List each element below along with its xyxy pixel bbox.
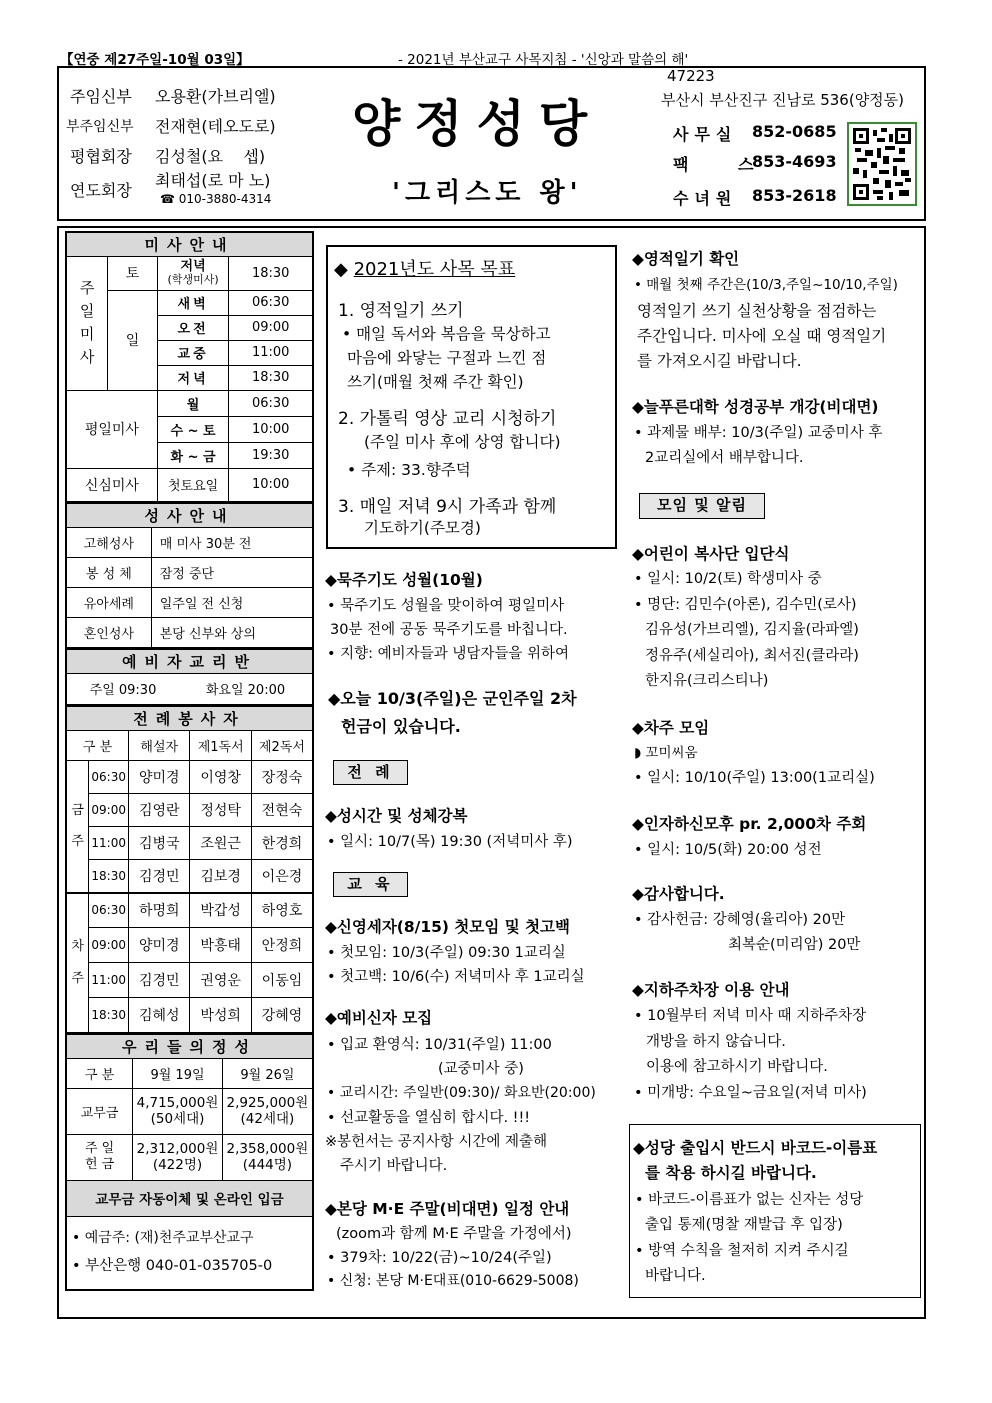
sunday-offering-label: 헌 금 (84, 1157, 115, 1172)
holy-hour-text: • 일시: 10/7(목) 19:30 (저녁미사 후) (327, 834, 573, 850)
military-sunday-notice: 헌금이 있습니다. (341, 717, 461, 736)
liturgy-section-tag: 전 례 (333, 760, 408, 785)
sunday-offering-count: (422명) (152, 1157, 203, 1173)
diary-text: 영적일기 쓰기 실천상황을 점검하는 (637, 302, 877, 320)
weekday-day: 수 ~ 토 (157, 416, 229, 442)
goal-text: • 매일 독서와 복음을 묵상하고 (342, 325, 551, 343)
thanks-text: • 감사헌금: 강혜영(율리아) 20만 (634, 912, 846, 928)
servers-header: 해설자 (129, 731, 190, 761)
this-week-label: 금주 (71, 803, 84, 850)
rosary-month-title: ◆묵주기도 성월(10월) (325, 571, 483, 589)
sun-mass-label: 새벽 (157, 290, 229, 315)
mass-schedule-table (65, 231, 314, 503)
phone-number: 852-0685 (752, 122, 837, 141)
left-column (65, 231, 314, 1291)
gyomu-households: (42세대) (240, 1111, 295, 1127)
thanks-text: 최복순(미리암) 20만 (728, 937, 861, 953)
server-time: 09:00 (89, 928, 129, 963)
recruit-text: • 선교활동을 열심히 합시다. !!! (327, 1110, 531, 1126)
meetings-section-tag: 모임 및 알림 (639, 493, 765, 519)
offering-title: 우리들의정성 (66, 1034, 313, 1058)
entry-notice-text: • 바코드-이름표가 없는 신자는 성당 (635, 1192, 864, 1208)
next-meeting-title: ◆차주 모임 (632, 719, 710, 737)
thanks-title: ◆감사합니다. (632, 885, 725, 903)
gyomu-amount: 4,715,000원 (136, 1094, 219, 1111)
catechumen-title: 예비자교리반 (66, 649, 313, 673)
phone-number: 853-2618 (752, 186, 837, 205)
rosary-text: • 지향: 예비자들과 냉담자들을 위하여 (327, 646, 569, 662)
praesidium-title: ◆인자하신모후 pr. 2,000차 주회 (632, 815, 867, 833)
phone-number: 853-4693 (752, 152, 837, 171)
church-name: 양정성당 (352, 94, 602, 153)
auto-transfer-title: 교무금 자동이체 및 온라인 입금 (66, 1180, 313, 1216)
goal-item: 3. 매일 저녁 9시 가족과 함께 (338, 497, 557, 517)
gyomu-label: 교무금 (66, 1088, 133, 1134)
catechumen-table (65, 649, 314, 707)
server-name: 강혜영 (251, 998, 313, 1033)
issue-label: 【연중 제27주일-10월 03일】 (60, 52, 250, 68)
servers-header: 제1독서 (190, 731, 252, 761)
server-name: 김보경 (190, 860, 252, 893)
diary-text: • 매월 첫째 주간은(10/3,주일~10/10,주일) (634, 277, 898, 293)
sat-time-label: 저녁 (180, 259, 206, 275)
servers-header: 제2독서 (251, 731, 313, 761)
weekday-mass-label: 평일미사 (66, 390, 157, 468)
recruit-text: • 교리시간: 주일반(09:30)/ 화요반(20:00) (327, 1085, 596, 1101)
rosary-text: • 묵주기도 성월을 맞이하여 평일미사 (327, 598, 565, 614)
sacrament-label: 봉 성 체 (66, 558, 151, 588)
server-name: 이동임 (251, 963, 313, 998)
server-name: 이은경 (251, 860, 313, 893)
bible-class-title: ◆늘푸른대학 성경공부 개강(비대면) (632, 398, 879, 416)
offering-header: 구 분 (66, 1058, 133, 1088)
server-time: 09:00 (89, 794, 129, 827)
altar-text: • 명단: 김민수(아론), 김수민(로사) (634, 597, 857, 613)
sunday-offering-label: 주 일 (84, 1141, 115, 1157)
staff-name: 김성철(요 셉) (155, 147, 266, 166)
altar-text: 정유주(세실리아), 최서진(클라라) (645, 648, 859, 664)
altar-text: 김유성(가브리엘), 김지율(라파엘) (645, 622, 859, 638)
offering-table (65, 1034, 314, 1292)
weekday-time: 19:30 (229, 442, 313, 468)
recruit-text: ※봉헌서는 공지사항 시간에 제출해 (325, 1134, 548, 1150)
sacrament-value: 일주일 전 신청 (151, 588, 313, 618)
diary-text: 를 가져오시길 바랍니다. (637, 352, 802, 370)
server-name: 장정숙 (251, 761, 313, 794)
server-name: 박성희 (190, 998, 252, 1033)
recruit-text: • 입교 환영식: 10/31(주일) 11:00 (327, 1037, 552, 1053)
gyomu-amount: 2,925,000원 (226, 1094, 309, 1111)
yeondo-phone: ☎ 010-3880-4314 (160, 192, 272, 206)
sacrament-title: 성사안내 (66, 504, 313, 528)
sat-time-sub: (학생미사) (167, 273, 219, 287)
sunday-offering-amount: 2,358,000원 (226, 1140, 309, 1157)
altar-text: • 일시: 10/2(토) 학생미사 중 (634, 571, 822, 587)
sat-label: 토 (108, 256, 158, 290)
sun-mass-time: 18:30 (229, 365, 313, 390)
staff-name: 최태섭(로 마 노) (155, 171, 271, 190)
server-name: 양미경 (129, 928, 190, 963)
sun-mass-label: 저녁 (157, 365, 229, 390)
neophyte-meeting-title: ◆신영세자(8/15) 첫모임 및 첫고백 (325, 918, 570, 936)
server-time: 06:30 (89, 893, 129, 928)
parking-text: • 미개방: 수요일~금요일(저녁 미사) (634, 1085, 867, 1101)
weekday-time: 10:00 (229, 416, 313, 442)
phone-label: 팩 스 (673, 155, 776, 174)
server-name: 조원근 (190, 827, 252, 860)
parking-title: ◆지하주차장 이용 안내 (632, 981, 790, 999)
next-meeting-text: • 일시: 10/10(주일) 13:00(1교리실) (634, 770, 875, 786)
server-name: 한경희 (251, 827, 313, 860)
sun-mass-label: 교중 (157, 340, 229, 365)
parking-text: 개방을 하지 않습니다. (646, 1034, 786, 1050)
altar-text: 한지유(크리스티나) (645, 673, 769, 689)
offering-header: 9월 26일 (222, 1058, 313, 1088)
server-name: 김병국 (129, 827, 190, 860)
servers-header: 구 분 (66, 731, 129, 761)
military-sunday-notice: ◆오늘 10/3(주일)은 군인주일 2차 (328, 689, 577, 708)
server-name: 안정희 (251, 928, 313, 963)
goal-text: 기도하기(주모경) (364, 519, 481, 537)
bible-class-text: 2교리실에서 배부합니다. (645, 450, 804, 466)
server-name: 양미경 (129, 761, 190, 794)
entry-notice-text: 출입 통제(명찰 재발급 후 입장) (645, 1217, 843, 1233)
qr-code-icon (853, 128, 911, 200)
server-name: 김경민 (129, 860, 190, 893)
staff-role: 부주임신부 (66, 119, 134, 135)
me-text: • 신청: 본당 M·E대표(010-6629-5008) (327, 1273, 579, 1289)
diocese-motto: - 2021년 부산교구 사목지침 - '신앙과 말씀의 해' (398, 52, 689, 68)
holy-hour-title: ◆성시간 및 성체강복 (325, 807, 468, 825)
goal-text: • 주제: 33.향주덕 (347, 461, 471, 479)
servers-table (65, 706, 314, 1034)
server-name: 전현숙 (251, 794, 313, 827)
server-name: 김경민 (129, 963, 190, 998)
server-name: 정성탁 (190, 794, 252, 827)
server-name: 권영운 (190, 963, 252, 998)
staff-role: 평협회장 (70, 147, 132, 166)
sunday-mass-label: 주일미사 (79, 278, 95, 367)
weekday-day: 월 (157, 390, 229, 416)
goal-item: 2. 가톨릭 영상 교리 시청하기 (338, 409, 557, 429)
sat-time: 18:30 (229, 256, 313, 290)
recruit-text: 주시기 바랍니다. (340, 1158, 448, 1174)
me-weekend-title: ◆본당 M·E 주말(비대면) 일정 안내 (325, 1200, 570, 1218)
server-time: 11:00 (89, 963, 129, 998)
server-name: 이영창 (190, 761, 252, 794)
sunday-offering-amount: 2,312,000원 (136, 1140, 219, 1157)
sun-mass-label: 오전 (157, 315, 229, 340)
offering-header: 9월 19일 (133, 1058, 223, 1088)
staff-role: 주임신부 (70, 87, 132, 106)
sacrament-label: 고해성사 (66, 528, 151, 558)
server-name: 박갑성 (190, 893, 252, 928)
staff-name: 오용환(가브리엘) (155, 87, 276, 106)
staff-name: 전재현(테오도로) (155, 117, 276, 136)
diary-check-title: ◆영적일기 확인 (632, 250, 740, 268)
sun-label: 일 (108, 290, 158, 390)
education-section-tag: 교 육 (333, 872, 408, 897)
neophyte-text: • 첫고백: 10/6(수) 저녁미사 후 1교리실 (327, 969, 585, 985)
server-time: 06:30 (89, 761, 129, 794)
catechumen-tuesday: 화요일 20:00 (179, 673, 313, 705)
server-time: 18:30 (89, 998, 129, 1033)
server-time: 11:00 (89, 827, 129, 860)
entry-notice-text: • 방역 수칙을 철저히 지켜 주시길 (635, 1243, 849, 1259)
sunday-theme: '그리스도 왕' (392, 178, 583, 208)
recruit-text: (교중미사 중) (438, 1061, 524, 1077)
phone-label: 수녀원 (673, 189, 738, 208)
catechumen-sunday: 주일 09:30 (66, 673, 179, 705)
server-name: 김영란 (129, 794, 190, 827)
server-name: 하명희 (129, 893, 190, 928)
gyomu-households: (50세대) (150, 1111, 205, 1127)
next-week-label: 차주 (71, 939, 84, 986)
rosary-text: 30분 전에 공동 묵주기도를 바칩니다. (330, 622, 568, 638)
sacrament-value: 본당 신부와 상의 (151, 618, 313, 648)
goal-item: 1. 영적일기 쓰기 (338, 301, 464, 321)
sunday-offering-count: (444명) (242, 1157, 293, 1173)
me-text: • 379차: 10/22(금)~10/24(주일) (327, 1250, 552, 1266)
address: 부산시 부산진구 진남로 536(양정동) (661, 91, 905, 109)
praesidium-text: • 일시: 10/5(화) 20:00 성전 (634, 842, 822, 858)
catechumen-recruit-title: ◆예비신자 모집 (325, 1009, 433, 1027)
sacrament-value: 잠정 중단 (151, 558, 313, 588)
devotion-mass-time: 10:00 (229, 468, 313, 502)
entry-notice-title: ◆성당 출입시 반드시 바코드-이름표 (633, 1139, 878, 1157)
weekday-time: 06:30 (229, 390, 313, 416)
entry-notice-title: 를 착용 하시길 바랍니다. (645, 1164, 817, 1182)
goals-title: ◆ 2021년도 사목 목표 (334, 259, 516, 280)
sun-mass-time: 06:30 (229, 290, 313, 315)
staff-role: 연도회장 (70, 181, 132, 200)
parking-text: • 10월부터 저녁 미사 때 지하주차장 (634, 1008, 867, 1024)
goal-text: 마음에 와닿는 구절과 느낀 점 (347, 349, 547, 367)
sacrament-label: 혼인성사 (66, 618, 151, 648)
servers-title: 전례봉사자 (66, 707, 313, 731)
server-time: 18:30 (89, 860, 129, 893)
weekday-day: 화 ~ 금 (157, 442, 229, 468)
diary-text: 주간입니다. 미사에 오실 때 영적일기 (637, 327, 887, 345)
bank-account: • 부산은행 040-01-035705-0 (72, 1258, 273, 1275)
server-name: 박흥태 (190, 928, 252, 963)
me-text: (zoom과 함께 M·E 주말을 가정에서) (336, 1226, 572, 1242)
account-holder: • 예금주: (재)천주교부산교구 (72, 1230, 254, 1247)
entry-notice-text: 바랍니다. (645, 1268, 706, 1284)
devotion-mass-label: 신심미사 (66, 468, 157, 502)
next-meeting-text: ◗ 꼬미씨움 (634, 745, 698, 761)
sacrament-value: 매 미사 30분 전 (151, 528, 313, 558)
devotion-mass-day: 첫토요일 (157, 468, 229, 502)
postcode: 47223 (667, 67, 715, 85)
bible-class-text: • 과제물 배부: 10/3(주일) 교중미사 후 (634, 425, 883, 441)
sacrament-table (65, 503, 314, 649)
parking-text: 이용에 참고하시기 바랍니다. (646, 1059, 828, 1075)
sun-mass-time: 11:00 (229, 340, 313, 365)
mass-schedule-title: 미사안내 (66, 232, 313, 256)
sacrament-label: 유아세례 (66, 588, 151, 618)
server-name: 하영호 (251, 893, 313, 928)
goal-text: 쓰기(매월 첫째 주간 확인) (347, 373, 524, 391)
sun-mass-time: 09:00 (229, 315, 313, 340)
server-name: 김혜성 (129, 998, 190, 1033)
qr-code[interactable] (847, 122, 917, 206)
goal-text: (주일 미사 후에 상영 합니다) (364, 433, 561, 451)
altar-servers-title: ◆어린이 복사단 입단식 (632, 545, 790, 563)
neophyte-text: • 첫모임: 10/3(주일) 09:30 1교리실 (327, 945, 566, 961)
phone-label: 사무실 (673, 125, 738, 144)
